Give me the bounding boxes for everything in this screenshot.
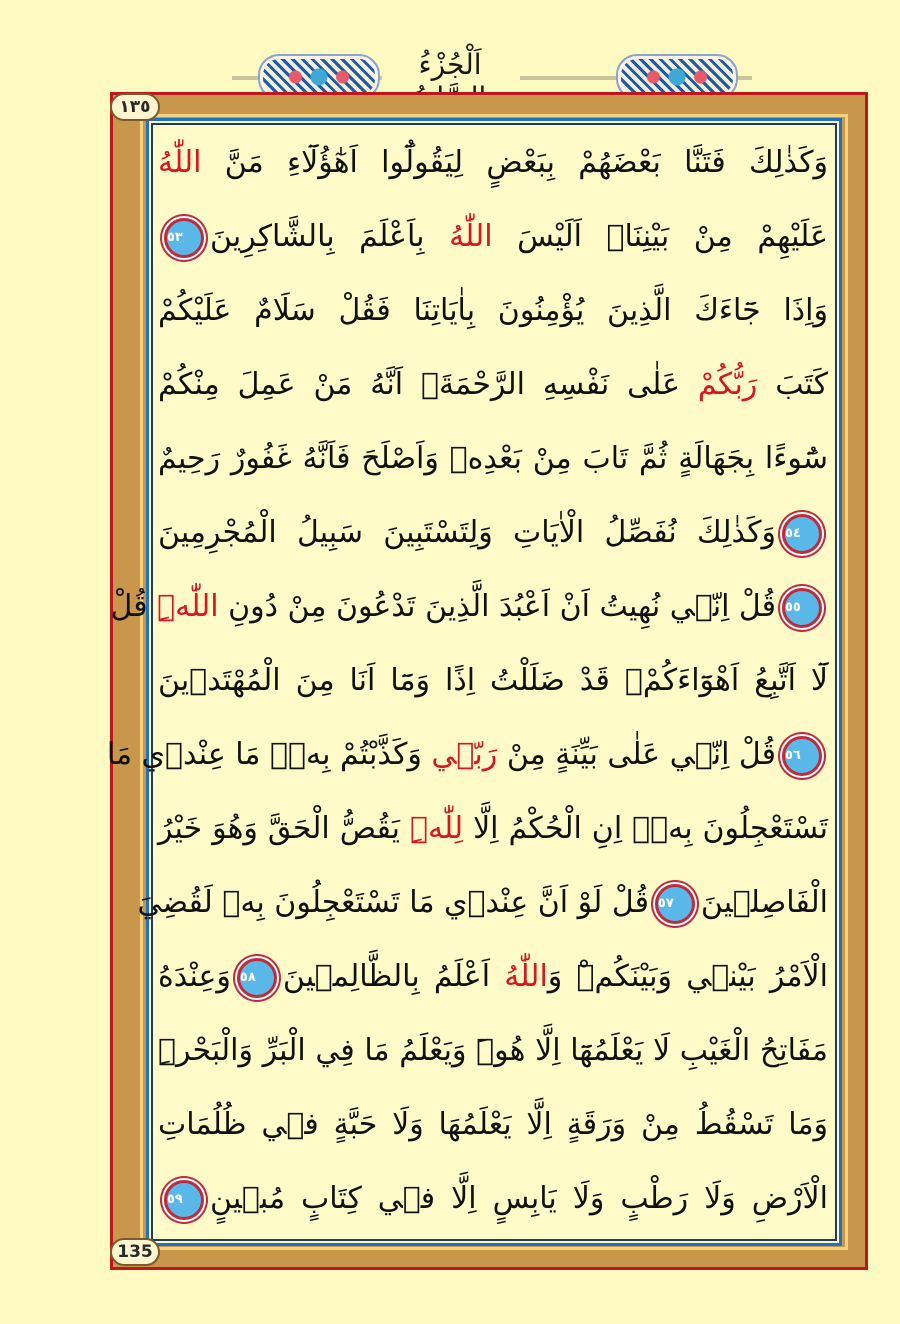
- verse-text: الْفَاصِل۪ينَ: [700, 885, 828, 920]
- verse-text: قُلْ اِنّ۪ي نُهِيتُ اَنْ اَعْبُدَ الَّذِينَ تَدْعُونَ مِنْ دُونِ: [218, 589, 776, 624]
- text-line: [158, 424, 828, 494]
- juz-title: اَلْجُزْءُ: [418, 48, 482, 81]
- verse-text: بِاَعْلَمَ بِالشَّاكِرِينَ: [210, 219, 450, 254]
- verse-text: مَفَاتِحُ الْغَيْبِ لَا يَعْلَمُهَٓا اِلَّا هُوَۜ وَيَعْلَمُ مَا فِي الْبَرِّ وَالْبَحْرِۜ: [158, 1033, 828, 1068]
- verse-text: وَمَا تَسْقُطُ مِنْ وَرَقَةٍ اِلَّا يَعْلَمُهَا وَلَا حَبَّةٍ ف۪ي ظُلُمَاتِ: [158, 1107, 828, 1142]
- verse-text: وَكَذٰلِكَ نُفَصِّلُ الْاٰيَاتِ وَلِتَسْتَبِينَ سَبِيلُ الْمُجْرِمِينَ: [158, 515, 776, 550]
- verse-text: قُلْ لَوْ اَنَّ عِنْد۪ي مَا تَسْتَعْجِلُونَ بِه۪ لَقُضِيَ: [137, 885, 649, 920]
- page-number-top: ١٣٥: [110, 93, 160, 121]
- verse-text: لَٓا اَتَّبِعُ اَهْوَٓاءَكُمْۙ قَدْ ضَلَلْتُ اِذًا وَمَٓا اَنَا مِنَ الْمُهْتَد۪ينَ: [158, 663, 828, 698]
- ayah-marker-icon: ٥٥: [782, 588, 822, 628]
- text-line: [158, 1164, 828, 1234]
- verse-text: يَقُصُّ الْحَقَّ وَهُوَ خَيْرُ: [158, 811, 410, 846]
- divine-name: اللّٰهُ: [449, 219, 493, 254]
- text-line: [158, 794, 828, 864]
- verse-text: وَكَذَّبْتُمْ بِه۪ۜ مَا عِنْد۪ي مَا: [106, 737, 432, 772]
- divine-name: رَبّ۪ي: [431, 737, 498, 772]
- text-line: [158, 498, 828, 568]
- text-line: [158, 128, 828, 198]
- divine-name: اللّٰهُ: [158, 145, 202, 180]
- divine-name: اللّٰهِۜ: [157, 589, 219, 624]
- text-line: [158, 646, 828, 716]
- page-number-bottom: 135: [110, 1238, 160, 1266]
- verse-text: سُٓوءًا بِجَهَالَةٍ ثُمَّ تَابَ مِنْ بَعْدِهٖ وَاَصْلَحَ فَاَنَّهُ غَفُورٌ رَحِيمٌ: [158, 441, 828, 476]
- divine-name: لِلّٰهِۜ: [409, 811, 464, 846]
- verse-text: عَلٰى نَفْسِهِ الرَّحْمَةَۙ اَنَّهُ مَنْ عَمِلَ مِنْكُمْ: [158, 367, 698, 402]
- verse-text: وَاِذَا جَٓاءَكَ الَّذِينَ يُؤْمِنُونَ بِاٰيَاتِنَا فَقُلْ سَلَامٌ عَلَيْكُمْ: [158, 293, 828, 328]
- verse-text: الْاَمْرُ بَيْن۪ي وَبَيْنَكُمْۜ وَ: [547, 959, 828, 994]
- text-line: [158, 276, 828, 346]
- verse-text: تَسْتَعْجِلُونَ بِه۪ۜ اِنِ الْحُكْمُ اِلَّا: [463, 811, 828, 846]
- divine-name: رَبُّكُمْ: [697, 367, 758, 402]
- verse-text: كَتَبَ: [757, 367, 828, 402]
- text-line: [110, 572, 828, 642]
- verse-text: قُلْ اِنّ۪ي عَلٰى بَيِّنَةٍ مِنْ: [497, 737, 776, 772]
- quran-text: [106, 128, 828, 1238]
- ayah-marker-icon: ٥٨: [237, 958, 277, 998]
- ayah-marker-icon: ٥٤: [782, 514, 822, 554]
- ayah-marker-icon: ٥٣: [164, 218, 204, 258]
- verse-text: وَكَذٰلِكَ فَتَنَّا بَعْضَهُمْ بِبَعْضٍ لِيَقُولُٓوا اَهٰٓؤُلَٓاءِ مَنَّ: [201, 145, 828, 180]
- text-line: [158, 350, 828, 420]
- text-line: [158, 1090, 828, 1160]
- text-line: [158, 1016, 828, 1086]
- ayah-marker-icon: ٥٩: [164, 1180, 204, 1220]
- text-line: [106, 720, 828, 790]
- text-line: [158, 202, 828, 272]
- divine-name: اللّٰهُ: [504, 959, 548, 994]
- text-line: [137, 868, 828, 938]
- ayah-marker-icon: ٥٧: [655, 884, 695, 924]
- verse-text: اَعْلَمُ بِالظَّالِم۪ينَ: [282, 959, 505, 994]
- verse-text: وَعِنْدَهُ: [158, 959, 231, 994]
- verse-text: الْاَرْضِ وَلَا رَطْبٍ وَلَا يَابِسٍ اِلَّا ف۪ي كِتَابٍ مُب۪ينٍ: [210, 1181, 828, 1216]
- ayah-marker-icon: ٥٦: [782, 736, 822, 776]
- verse-text: قُلْ: [110, 589, 158, 624]
- verse-text: عَلَيْهِمْ مِنْ بَيْنِنَاۜ اَلَيْسَ: [492, 219, 828, 254]
- text-line: [158, 942, 828, 1012]
